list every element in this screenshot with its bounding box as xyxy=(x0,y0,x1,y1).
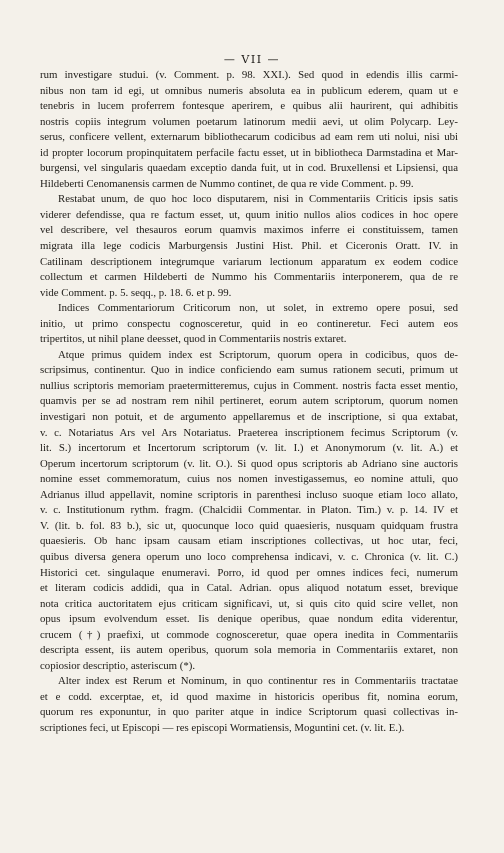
text-line: Alter index est Rerum et Nominum, in quo continentur res in Commentariis tractatae xyxy=(58,675,458,688)
text-line: Historici cet. singulaque enumeravi. Porro, id quod per omnes indices feci, numerum xyxy=(40,566,458,579)
text-line: tenebris in lucem proferrem fontesque aperirem, e quibus alii haurirent, qui adhibitis xyxy=(40,100,458,113)
text-line: nullius scriptoris memoriam praetermitteremus, cujus in Comment. nostris facta esset mentio, xyxy=(40,379,458,392)
text-line: scriptiones feci, ut Episcopi — res episcopi Wormatiensis, Moguntini cet. (v. lit. E.). xyxy=(40,721,405,734)
paragraph xyxy=(40,674,458,736)
paragraph xyxy=(40,301,458,348)
text-line: initio, ut primo conspectu cognosceretur, quid in eo contineretur. Feci autem eos xyxy=(40,317,458,330)
text-line: serus, conficere vellent, externarum bibliothecarum codicibus ad eam rem uti nolui, nisi ubi xyxy=(40,131,458,144)
text-line: quamvis per se ad nostram rem nihil pertineret, eorum autem scriptorum, quorum nomen xyxy=(40,395,458,408)
text-line: descripta essent, iis autem operibus, quorum sola memoria in Commentariis extaret, non xyxy=(40,644,458,657)
text-line: Operum incertorum scriptorum (v. lit. O.). Si quod opus scriptoris ab Adriano sine auctoris xyxy=(40,457,458,470)
preface-text xyxy=(40,68,458,737)
text-line: V. (lit. b. fol. 83 b.), sic ut, quocunque loco quid quaesieris, nusquam quidquam frustra xyxy=(40,519,458,532)
text-line: migrata illa lege codicis Marburgensis Justini Hist. Phil. et Ciceronis Oratt. IV. in xyxy=(40,240,458,253)
text-line: crucem (†) praefixi, ut commode cognosceretur, quae opera inedita in Commentariis xyxy=(40,628,458,641)
text-line: quibus diversa genera operum uno loco comprehensa indicavi, v. c. Chronica (v. lit. C.) xyxy=(40,550,458,563)
text-line: vel describere, vel thesauros eorum quamvis maximos inferre ei constituissem, tamen xyxy=(40,224,458,237)
text-line: Atque primus quidem index est Scriptorum, quorum opera in codicibus, quos de- xyxy=(58,348,458,361)
text-line: et literam codicis addidi, qua in Catal. Adrian. opus aliquod notatum esset, brevique xyxy=(40,582,458,595)
text-line: lit. S.) incertorum et Incertorum scriptorum (v. lit. I.) et Anonymorum (v. lit. A.) et xyxy=(40,442,458,455)
text-line: nota critica auctoritatem ejus criticam significavi, ut, si quis cito quid scire vellet, non xyxy=(40,597,458,610)
text-line: v. c. Institutionum rythm. fragm. (Chalcidii Commentar. in Platon. Tim.) v. p. 14. IV et xyxy=(40,504,458,517)
text-line: investigari non potuit, et de argumento appellaremus et de inscriptione, si qua extabat, xyxy=(40,411,458,424)
text-line: Restabat unum, de quo hoc loco disputarem, nisi in Commentariis Criticis ipsis satis xyxy=(58,193,458,206)
text-line: viderer defendisse, qua re factum esset, ut, quum initio nullos alios codices in hoc opere xyxy=(40,208,458,221)
text-line: Catilinam descriptionem integrumque variarum lectionum apparatum ex eodem codice xyxy=(40,255,458,268)
text-line: copiosior descriptio, asteriscum (*). xyxy=(40,659,196,672)
text-line: vide Comment. p. 5. seqq., p. 18. 6. et p. 99. xyxy=(40,286,232,299)
text-line: burgensi, vel singularis quaedam exceptio danda fuit, ut in cod. Bruxellensi et Lipsiensi, qua xyxy=(40,162,458,175)
text-line: Hildeberti Cenomanensis carmen de Nummo continet, de qua re vide Comment. p. 99. xyxy=(40,177,414,190)
page-number: — VII — xyxy=(223,53,281,66)
text-line: id propter locorum propinquitatem perfacile factu esset, ut in bibliotheca Darmstadina et Mar- xyxy=(40,146,458,159)
paragraph xyxy=(40,348,458,674)
text-line: quorum res exponuntur, in quo pariter atque in indice Scriptorum quasi collectivas in- xyxy=(40,706,458,719)
paragraph xyxy=(40,192,458,301)
paragraph xyxy=(40,68,458,192)
text-line: quaesieris. Ob hanc ipsam causam etiam inscriptiones collectivas, ut hoc utar, feci, xyxy=(40,535,458,548)
text-line: scripsimus, continentur. Quo in indice conficiendo eam sumus rationem secuti, primum ut xyxy=(40,364,458,377)
text-line: collectum et carmen Hildeberti de Nummo his Commentariis interponerem, qua de re xyxy=(40,271,458,284)
text-line: opus ipsum evolvendum esset. Iis denique operibus, quae nondum edita viderentur, xyxy=(40,613,458,626)
text-line: et e codd. excerptae, et, id quod maxime in historicis operibus fit, nomina eorum, xyxy=(40,690,458,703)
text-line: Adrianus illud appellavit, nomine scriptoris in parenthesi incluso suoque etiam loco allato, xyxy=(40,488,458,501)
text-line: rum investigare studui. (v. Comment. p. 98. XXI.). Sed quod in edendis illis carmi- xyxy=(40,69,458,81)
text-line: nibus non tam id egi, ut omnibus numeris absoluta ea in publicum ederem, quam ut e xyxy=(40,84,458,97)
text-line: Indices Commentariorum Criticorum non, ut solet, in extremo opere posui, sed xyxy=(58,302,458,315)
text-line: v. c. Notariatus Ars vel Ars Notariatus. Praeterea inscriptionem fecimus Scriptorum (v. xyxy=(40,426,458,439)
text-line: nostris copiis integrum volumen poetarum latinorum medii aevi, ut olim Polycarp. Ley- xyxy=(40,115,458,128)
text-line: tripertitos, ut nihil plane deesset, quod in Commentariis nostris extaret. xyxy=(40,333,347,346)
text-line: nomine esset commemoratum, cuius nos nomen investigassemus, eo nomine attuli, quo xyxy=(40,473,458,486)
